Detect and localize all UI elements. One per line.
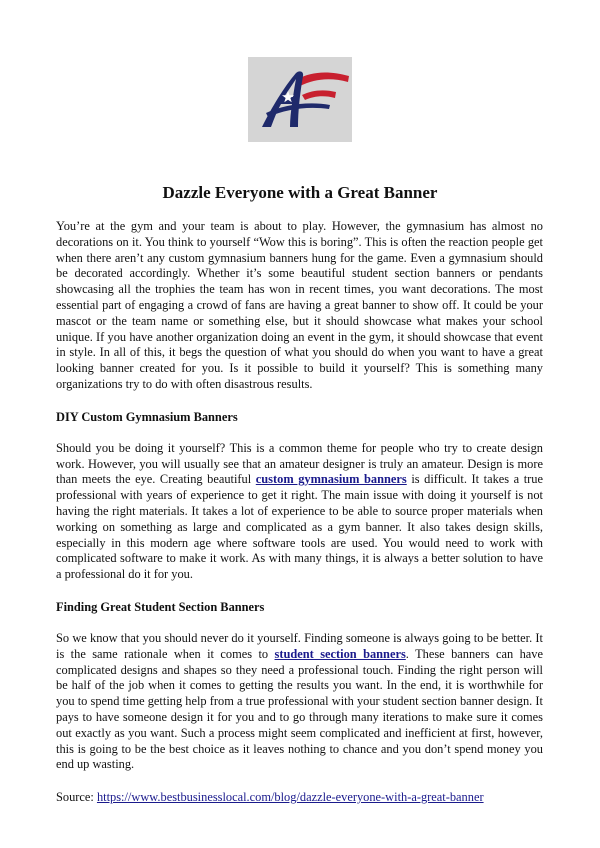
section-heading-student: Finding Great Student Section Banners	[56, 599, 265, 614]
af-logo-icon	[248, 57, 352, 142]
page-title: Dazzle Everyone with a Great Banner	[162, 183, 438, 202]
af-logo	[248, 57, 352, 142]
article-body	[56, 219, 543, 805]
source-url-link[interactable]: https://www.bestbusinesslocal.com/blog/dazzle-everyone-with-a-great-banner	[96, 790, 484, 805]
diy-text-after: is difficult. It takes a true professional with years of experience to get it right. The main issue with doing it yourself is not having the right materials. It takes a lot of experience to be able to source proper materials when working on something as large and complicated as a gym banner. It also takes design skills, especially in this modern age where software tools are used. You would need to work with complicated software to make it work. As with many things, it is always a better solution to have a professional do it for you.	[56, 472, 543, 582]
student-text-before: So we know that you should never do it yourself. Finding someone is always going to be better. It is the same rationale when it comes to	[56, 630, 543, 661]
source-line	[56, 789, 543, 805]
diy-paragraph	[56, 441, 543, 583]
diy-text-before: Should you be doing it yourself? This is a common theme for people who try to create design work. However, you will usually see that an amateur designer is truly an amateur. Design is more than meets the eye. Creating beautiful	[56, 440, 543, 487]
student-text-after: . These banners can have complicated designs and shapes so they need a professional touch. Finding the right person will be half of the job when it comes to getting the results you want. In the end, it is worthwhile for you to spend time getting help from a true professional with your student section banner design. It pays to have someone design it for you and to go through many iterations to make sure it comes out exactly as you want. Such a process might seem complicated and inefficient at first, however, this is going to be the best choice as it leaves nothing to chance and you don’t spend money you end up wasting.	[56, 646, 544, 772]
source-label: Source:	[56, 790, 97, 805]
section-heading-diy: DIY Custom Gymnasium Banners	[56, 409, 238, 424]
intro-paragraph: You’re at the gym and your team is about to play. However, the gymnasium has almost no decorations on it. You think to yourself “Wow this is boring”. This is often the reaction people get when there aren’t any custom gymnasium banners hung for the game. Even a gymnasium should be decorated accordingly. Whether it’s some beautiful student section banners or pendants showcasing all the trophies the team has won in recent times, you want decorations. The most essential part of engaging a crowd of fans are having a great banner to show off. It could be your mascot or the team name or something else, but it should showcase what makes your school unique. If you have another organization doing an event in the gym, it should showcase that event in style. In all of this, it begs the question of what you should do when you want to have a great looking banner created for you. Is it possible to build it yourself? This is something many organizations try to do with often disastrous results.	[56, 219, 543, 391]
student-section-banners-link[interactable]: student section banners	[274, 646, 406, 661]
student-paragraph	[56, 631, 543, 773]
custom-gymnasium-banners-link[interactable]: custom gymnasium banners	[255, 472, 407, 487]
